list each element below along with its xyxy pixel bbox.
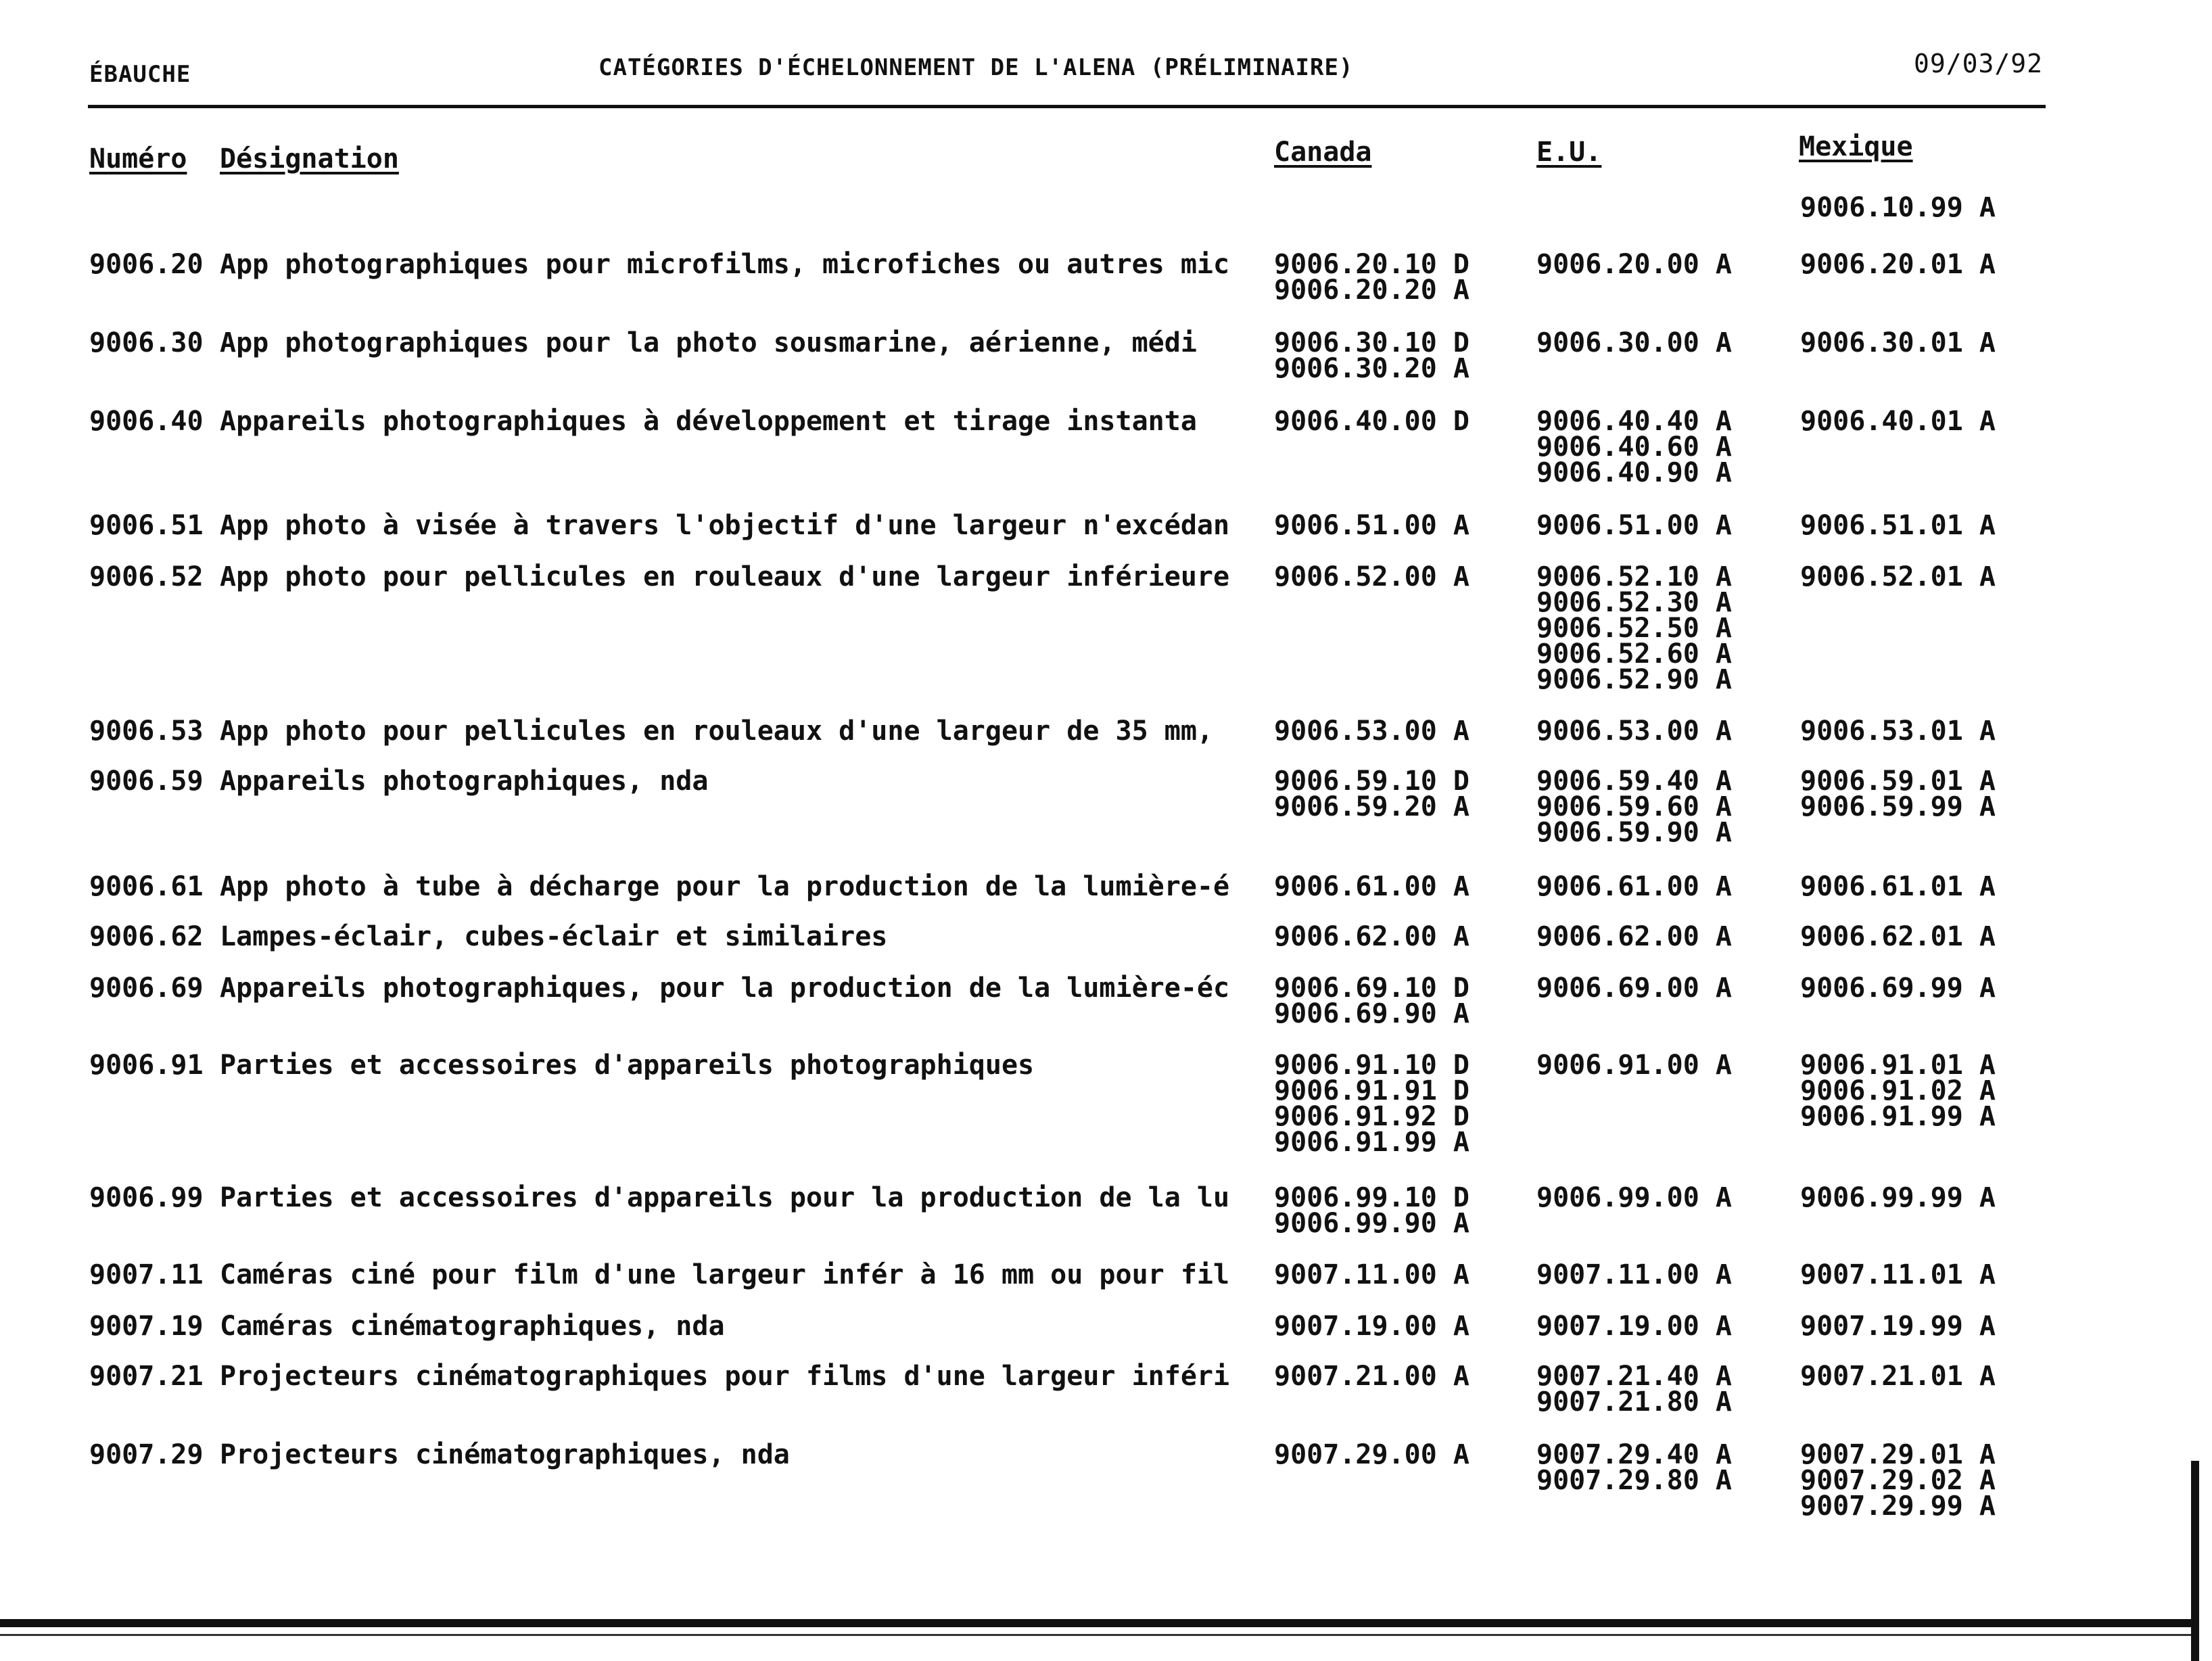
us-code: 9007.29.40 A	[1536, 1439, 1732, 1470]
mexico-cell	[1800, 249, 1996, 280]
us-code: 9007.19.00 A	[1536, 1311, 1732, 1342]
canada-code: 9006.59.10 D	[1274, 766, 1469, 797]
us-code: 9006.52.10 A	[1536, 561, 1732, 592]
us-cell	[1536, 1259, 1732, 1290]
us-code: 9006.40.90 A	[1536, 457, 1732, 488]
canada-code: 9006.91.99 A	[1274, 1127, 1469, 1158]
mexico-cell	[1800, 921, 1996, 952]
tariff-number: 9006.40	[89, 406, 204, 437]
canada-code: 9007.21.00 A	[1274, 1361, 1469, 1392]
document-title: CATÉGORIES D'ÉCHELONNEMENT DE L'ALENA (PRÉLIMINAIRE)	[598, 54, 1354, 81]
tariff-number: 9006.62	[89, 921, 204, 952]
us-cell	[1536, 871, 1732, 902]
canada-cell	[1274, 921, 1469, 952]
canada-cell	[1274, 327, 1469, 384]
mexico-cell	[1800, 973, 1996, 1004]
us-code: 9006.20.00 A	[1536, 249, 1732, 280]
mexico-cell	[1800, 327, 1996, 358]
mexico-code: 9006.91.99 A	[1800, 1101, 1996, 1132]
tariff-number: 9006.99	[89, 1182, 204, 1213]
us-code: 9007.21.80 A	[1536, 1386, 1732, 1418]
mexico-code: 9006.59.01 A	[1800, 766, 1996, 797]
us-code: 9006.62.00 A	[1536, 921, 1732, 952]
us-cell	[1536, 766, 1732, 848]
us-cell	[1536, 249, 1732, 280]
tariff-number: 9007.11	[89, 1259, 204, 1290]
mexico-cell	[1800, 1311, 1996, 1342]
mexico-code: 9006.59.99 A	[1800, 791, 1996, 822]
us-code: 9006.52.60 A	[1536, 638, 1732, 670]
us-code: 9007.11.00 A	[1536, 1259, 1732, 1290]
tariff-designation: Appareils photographiques, nda	[220, 766, 709, 797]
canada-cell	[1274, 1050, 1469, 1158]
tariff-number: 9007.29	[89, 1439, 204, 1470]
mexico-code: 9006.53.01 A	[1800, 716, 1996, 747]
tariff-number: 9007.19	[89, 1311, 204, 1342]
tariff-designation: Caméras cinématographiques, nda	[220, 1311, 725, 1342]
canada-code: 9006.62.00 A	[1274, 921, 1469, 952]
us-cell	[1536, 327, 1732, 358]
mexico-cell	[1800, 1050, 1996, 1132]
us-code: 9006.51.00 A	[1536, 510, 1732, 541]
canada-code: 9006.61.00 A	[1274, 871, 1469, 902]
document-date: 09/03/92	[1913, 49, 2043, 78]
tariff-number: 9006.53	[89, 716, 204, 747]
mexico-cell	[1800, 406, 1996, 437]
us-cell	[1536, 561, 1732, 695]
mexico-code: 9006.61.01 A	[1800, 871, 1996, 902]
mexico-cell	[1800, 1439, 1996, 1522]
tariff-number: 9006.30	[89, 327, 204, 358]
tariff-number: 9006.61	[89, 871, 204, 902]
tariff-designation: Projecteurs cinématographiques, nda	[220, 1439, 790, 1470]
mexico-code: 9006.40.01 A	[1800, 406, 1996, 437]
canada-cell	[1274, 1439, 1469, 1470]
column-header-canada: Canada	[1274, 137, 1372, 168]
tariff-designation: Caméras ciné pour film d'une largeur infér à 16 mm ou pour fil	[220, 1259, 1230, 1290]
tariff-number: 9006.69	[89, 973, 204, 1004]
mexico-code: 9006.30.01 A	[1800, 327, 1996, 358]
footer-rule-thin	[0, 1634, 2191, 1636]
tariff-designation: App photographiques pour la photo sousmarine, aérienne, médi	[220, 327, 1197, 358]
mexico-cell	[1800, 561, 1996, 592]
tariff-designation: Parties et accessoires d'appareils pour la production de la lu	[220, 1182, 1230, 1213]
canada-code: 9006.59.20 A	[1274, 791, 1469, 822]
mexico-code: 9007.11.01 A	[1800, 1259, 1996, 1290]
tariff-designation: App photo à visée à travers l'objectif d'une largeur n'excédan	[220, 510, 1230, 541]
us-code: 9006.69.00 A	[1536, 973, 1732, 1004]
us-code: 9006.59.40 A	[1536, 766, 1732, 797]
canada-code: 9006.51.00 A	[1274, 510, 1469, 541]
tariff-number: 9006.91	[89, 1050, 204, 1081]
canada-code: 9007.29.00 A	[1274, 1439, 1469, 1470]
tariff-number: 9007.21	[89, 1361, 204, 1392]
us-code: 9006.40.60 A	[1536, 431, 1732, 463]
mexico-code: 9007.29.99 A	[1800, 1491, 1996, 1522]
canada-cell	[1274, 1182, 1469, 1239]
canada-code: 9007.11.00 A	[1274, 1259, 1469, 1290]
us-code: 9006.99.00 A	[1536, 1182, 1732, 1213]
tariff-number: 9006.20	[89, 249, 204, 280]
canada-cell	[1274, 768, 1469, 820]
header-rule	[88, 105, 2046, 108]
column-header-designation: Désignation	[220, 143, 399, 174]
us-cell	[1536, 1361, 1732, 1418]
mexico-cell	[1800, 1259, 1996, 1290]
canada-code: 9006.99.10 D	[1274, 1182, 1469, 1213]
mexico-cell	[1800, 1182, 1996, 1213]
draft-label: ÉBAUCHE	[89, 61, 191, 88]
column-header-us: E.U.	[1536, 137, 1602, 168]
page-edge-mark	[2191, 1461, 2199, 1661]
mexico-cell	[1800, 768, 1996, 820]
tariff-number: 9006.51	[89, 510, 204, 541]
mexico-cell	[1800, 871, 1996, 902]
tariff-number: 9006.52	[89, 561, 204, 592]
mexico-code: 9006.69.99 A	[1800, 973, 1996, 1004]
canada-code: 9006.53.00 A	[1274, 716, 1469, 747]
us-code: 9006.59.60 A	[1536, 791, 1732, 822]
tariff-designation: App photo pour pellicules en rouleaux d'une largeur de 35 mm,	[220, 716, 1214, 747]
us-cell	[1536, 1311, 1732, 1342]
us-cell	[1536, 973, 1732, 1004]
column-header-number: Numéro	[89, 143, 187, 174]
mexico-code: 9007.29.02 A	[1800, 1465, 1996, 1496]
mexico-code: 9006.62.01 A	[1800, 921, 1996, 952]
canada-code: 9006.69.10 D	[1274, 973, 1469, 1004]
us-cell	[1536, 510, 1732, 541]
mexico-code: 9006.51.01 A	[1800, 510, 1996, 541]
tariff-designation: App photographiques pour microfilms, microfiches ou autres mic	[220, 249, 1230, 280]
mexico-code: 9006.99.99 A	[1800, 1182, 1996, 1213]
us-code: 9006.30.00 A	[1536, 327, 1732, 358]
mexico-cell	[1800, 716, 1996, 747]
column-header-mexico: Mexique	[1799, 131, 1913, 162]
us-cell	[1536, 1439, 1732, 1496]
canada-cell	[1274, 716, 1469, 747]
canada-code: 9006.30.10 D	[1274, 327, 1469, 358]
mexico-code: 9006.91.01 A	[1800, 1050, 1996, 1081]
us-cell	[1536, 921, 1732, 952]
canada-code: 9006.99.90 A	[1274, 1208, 1469, 1239]
canada-cell	[1274, 1361, 1469, 1392]
mexico-code: 9006.10.99 A	[1800, 192, 1996, 223]
canada-code: 9006.91.92 D	[1274, 1101, 1469, 1132]
us-code: 9006.52.30 A	[1536, 587, 1732, 618]
tariff-designation: Appareils photographiques, pour la production de la lumière-éc	[220, 973, 1230, 1004]
us-code: 9007.21.40 A	[1536, 1361, 1732, 1392]
canada-code: 9006.69.90 A	[1274, 998, 1469, 1029]
mexico-code: 9006.52.01 A	[1800, 561, 1996, 592]
us-cell	[1536, 408, 1732, 486]
us-cell	[1536, 716, 1732, 747]
tariff-designation: App photo à tube à décharge pour la production de la lumière-é	[220, 871, 1230, 902]
mexico-code: 9007.29.01 A	[1800, 1439, 1996, 1470]
canada-cell	[1274, 561, 1469, 592]
canada-code: 9006.30.20 A	[1274, 353, 1469, 384]
tariff-designation: Lampes-éclair, cubes-éclair et similaires	[220, 921, 888, 952]
canada-cell	[1274, 975, 1469, 1027]
us-code: 9006.59.90 A	[1536, 817, 1732, 848]
us-cell	[1536, 1182, 1732, 1213]
canada-code: 9006.91.91 D	[1274, 1075, 1469, 1106]
mexico-code: 9007.21.01 A	[1800, 1361, 1996, 1392]
mexico-cell	[1800, 510, 1996, 541]
mexico-cell	[1800, 1361, 1996, 1392]
canada-cell	[1274, 510, 1469, 541]
tariff-designation: App photo pour pellicules en rouleaux d'une largeur inférieure	[220, 561, 1230, 592]
canada-code: 9006.52.00 A	[1274, 561, 1469, 592]
canada-code: 9006.20.20 A	[1274, 275, 1469, 306]
us-code: 9007.29.80 A	[1536, 1465, 1732, 1496]
us-code: 9006.53.00 A	[1536, 716, 1732, 747]
us-cell	[1536, 1050, 1732, 1081]
canada-code: 9007.19.00 A	[1274, 1311, 1469, 1342]
us-code: 9006.40.40 A	[1536, 406, 1732, 437]
canada-cell	[1274, 406, 1469, 437]
tariff-designation: Appareils photographiques à développement et tirage instanta	[220, 406, 1197, 437]
tariff-designation: Parties et accessoires d'appareils photographiques	[220, 1050, 1035, 1081]
canada-cell	[1274, 1259, 1469, 1290]
us-code: 9006.52.50 A	[1536, 613, 1732, 644]
canada-cell	[1274, 249, 1469, 306]
canada-code: 9006.40.00 D	[1274, 406, 1469, 437]
canada-code: 9006.91.10 D	[1274, 1050, 1469, 1081]
mexico-code: 9007.19.99 A	[1800, 1311, 1996, 1342]
us-code: 9006.52.90 A	[1536, 664, 1732, 695]
canada-code: 9006.20.10 D	[1274, 249, 1469, 280]
canada-cell	[1274, 871, 1469, 902]
mexico-code: 9006.91.02 A	[1800, 1075, 1996, 1106]
canada-cell	[1274, 1311, 1469, 1342]
us-code: 9006.61.00 A	[1536, 871, 1732, 902]
mexico-cell	[1800, 192, 1996, 223]
tariff-number: 9006.59	[89, 766, 204, 797]
mexico-code: 9006.20.01 A	[1800, 249, 1996, 280]
us-code: 9006.91.00 A	[1536, 1050, 1732, 1081]
footer-rule	[0, 1619, 2191, 1627]
tariff-designation: Projecteurs cinématographiques pour films d'une largeur inféri	[220, 1361, 1230, 1392]
